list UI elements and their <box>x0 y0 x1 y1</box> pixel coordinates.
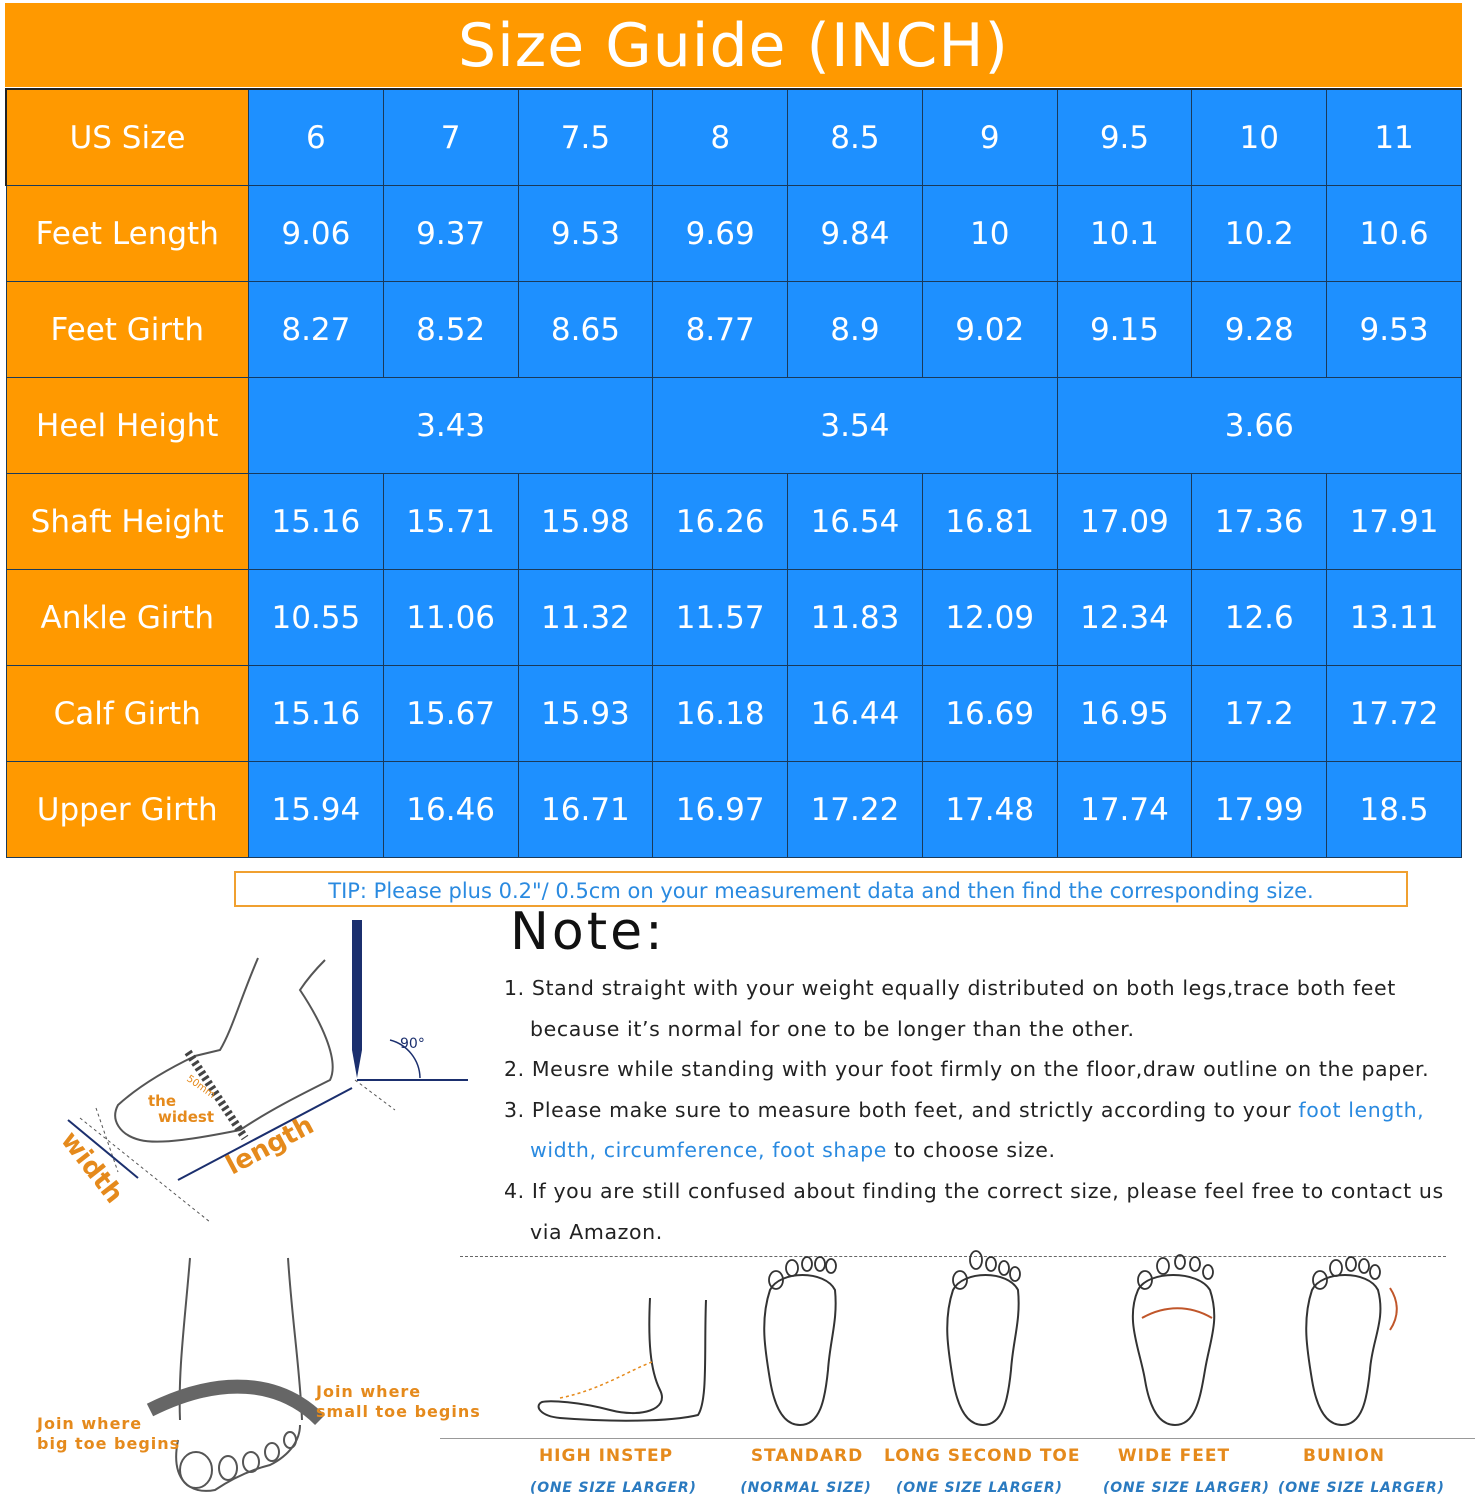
table-cell: 17.99 <box>1192 762 1327 858</box>
table-cell: 9.28 <box>1192 282 1327 378</box>
join-small-toe-label <box>316 1382 481 1422</box>
table-cell: 12.34 <box>1057 570 1192 666</box>
table-cell: 8.65 <box>518 282 653 378</box>
row-label: Calf Girth <box>6 666 249 762</box>
foot-measure-illustration <box>0 0 480 1500</box>
bunion-arrow <box>1390 1288 1397 1330</box>
table-cell: 13.11 <box>1327 570 1462 666</box>
table-cell: 11.83 <box>788 570 923 666</box>
standard-toes <box>769 1257 836 1289</box>
foot-types-illustration <box>520 1250 1420 1440</box>
table-cell: 17.09 <box>1057 474 1192 570</box>
note-line: 2. Meusre while standing with your foot firmly on the floor,draw outline on the paper. <box>504 1057 1430 1082</box>
table-cell: 9.69 <box>653 186 788 282</box>
table-cell: 16.71 <box>518 762 653 858</box>
mm-label: 50mm <box>184 1073 217 1101</box>
table-cell: 9.15 <box>1057 282 1192 378</box>
standard-foot-icon <box>764 1275 835 1425</box>
note-line: 1. Stand straight with your weight equally distributed on both legs,trace both feet <box>504 976 1396 1000</box>
table-cell: 8 <box>653 89 788 186</box>
table-cell: 10 <box>1192 89 1327 186</box>
foot-type-sub-standard: (NORMAL SIZE) <box>740 1480 872 1496</box>
table-cell: 16.97 <box>653 762 788 858</box>
foot-type-sub-wide-feet: (ONE SIZE LARGER) <box>1103 1480 1270 1496</box>
note-list <box>504 968 1444 1252</box>
table-cell: 16.18 <box>653 666 788 762</box>
tip-box: TIP: Please plus 0.2"/ 0.5cm on your measurement data and then find the corresponding size. <box>234 871 1408 907</box>
table-cell: 9.37 <box>383 186 518 282</box>
table-cell: 8.9 <box>788 282 923 378</box>
note-text: 3. Please make sure to measure both feet, and strictly according to your <box>504 1097 1299 1122</box>
row-label: Feet Girth <box>6 282 249 378</box>
table-cell: 17.74 <box>1057 762 1192 858</box>
row-label: Ankle Girth <box>6 570 249 666</box>
table-cell: 17.36 <box>1192 474 1327 570</box>
table-cell: 16.26 <box>653 474 788 570</box>
table-cell: 9 <box>922 89 1057 186</box>
table-cell: 9.5 <box>1057 89 1192 186</box>
big-toe <box>180 1452 212 1488</box>
table-cell: 10.55 <box>249 570 384 666</box>
table-cell: 17.48 <box>922 762 1057 858</box>
widest-label: widest <box>158 1108 215 1126</box>
toe <box>219 1456 237 1480</box>
join-big-toe-label <box>37 1414 180 1454</box>
table-cell: 8.5 <box>788 89 923 186</box>
table-cell: 9.53 <box>1327 282 1462 378</box>
table-cell: 8.27 <box>249 282 384 378</box>
foot-type-sub-long-second-toe: (ONE SIZE LARGER) <box>896 1480 1063 1496</box>
angle-label: 90° <box>400 1036 425 1052</box>
table-cell: 15.16 <box>249 474 384 570</box>
join-big-line2: big toe begins <box>37 1434 181 1453</box>
row-label: Upper Girth <box>6 762 249 858</box>
bunion-foot-icon <box>1306 1275 1380 1425</box>
foot-type-sub-high-instep: (ONE SIZE LARGER) <box>530 1480 697 1496</box>
table-cell: 15.71 <box>383 474 518 570</box>
note-title: Note: <box>510 902 666 962</box>
long-second-toe-foot-icon <box>947 1275 1018 1425</box>
pen-body <box>352 920 362 1050</box>
table-cell: 16.69 <box>922 666 1057 762</box>
foot-type-sub-bunion: (ONE SIZE LARGER) <box>1278 1480 1445 1496</box>
table-cell: 7.5 <box>518 89 653 186</box>
foot-type-label-high-instep: HIGH INSTEP <box>538 1446 674 1466</box>
table-cell: 18.5 <box>1327 762 1462 858</box>
wide-foot-icon <box>1133 1275 1214 1425</box>
note-line: 4. If you are still confused about finding the correct size, please feel free to contact us <box>504 1178 1444 1203</box>
table-cell: 9.53 <box>518 186 653 282</box>
table-cell: 15.16 <box>249 666 384 762</box>
bunion-toes <box>1313 1257 1380 1289</box>
high-instep-foot-icon <box>539 1298 706 1421</box>
table-cell: 15.98 <box>518 474 653 570</box>
toe <box>243 1452 259 1472</box>
row-label: US Size <box>6 89 249 186</box>
note-line <box>504 1090 1434 1131</box>
table-cell: 9.02 <box>922 282 1057 378</box>
row-label: Feet Length <box>6 186 249 282</box>
foot-type-label-standard: STANDARD <box>750 1446 864 1466</box>
note-highlight: width, circumference, foot shape <box>530 1138 887 1163</box>
instep-arc <box>560 1362 652 1398</box>
join-big-line1: Join where <box>37 1414 143 1433</box>
table-cell: 16.46 <box>383 762 518 858</box>
table-cell: 9.06 <box>249 186 384 282</box>
foot-type-label-bunion: BUNION <box>1303 1446 1385 1466</box>
table-cell: 8.52 <box>383 282 518 378</box>
note-text: to choose size. <box>886 1138 1056 1163</box>
table-cell: 17.22 <box>788 762 923 858</box>
table-cell: 10.1 <box>1057 186 1192 282</box>
row-label: Heel Height <box>6 378 249 474</box>
table-cell: 16.44 <box>788 666 923 762</box>
table-cell: 16.95 <box>1057 666 1192 762</box>
foot-type-label-long-second-toe: LONG SECOND TOE <box>884 1446 1081 1466</box>
table-cell: 12.6 <box>1192 570 1327 666</box>
table-cell: 17.72 <box>1327 666 1462 762</box>
length-label: length <box>221 1110 319 1182</box>
table-cell: 15.67 <box>383 666 518 762</box>
width-label: width <box>54 1125 129 1210</box>
note-line <box>504 1130 1434 1171</box>
table-cell: 11.57 <box>653 570 788 666</box>
join-small-line1: Join where <box>316 1382 422 1401</box>
table-cell: 3.43 <box>249 378 653 474</box>
table-cell: 11.06 <box>383 570 518 666</box>
table-cell: 8.77 <box>653 282 788 378</box>
wide-arrow <box>1142 1308 1212 1318</box>
table-cell: 11 <box>1327 89 1462 186</box>
table-cell: 9.84 <box>788 186 923 282</box>
table-cell: 12.09 <box>922 570 1057 666</box>
table-cell: 11.32 <box>518 570 653 666</box>
table-cell: 16.81 <box>922 474 1057 570</box>
size-guide-title: Size Guide (INCH) <box>5 3 1462 87</box>
toe <box>284 1432 296 1448</box>
pen-tip <box>352 1050 362 1078</box>
table-cell: 3.54 <box>653 378 1057 474</box>
note-line: because it’s normal for one to be longer than the other. <box>530 1016 1135 1041</box>
table-cell: 16.54 <box>788 474 923 570</box>
join-small-line2: small toe begins <box>316 1402 481 1421</box>
long-second-toes <box>953 1251 1020 1289</box>
table-cell: 6 <box>249 89 384 186</box>
wide-toes <box>1138 1255 1213 1289</box>
table-cell: 17.2 <box>1192 666 1327 762</box>
table-cell: 7 <box>383 89 518 186</box>
table-cell: 10 <box>922 186 1057 282</box>
the-label: the <box>148 1092 177 1110</box>
table-cell: 15.94 <box>249 762 384 858</box>
table-cell: 10.2 <box>1192 186 1327 282</box>
note-line: via Amazon. <box>530 1219 663 1244</box>
table-cell: 17.91 <box>1327 474 1462 570</box>
toes-outline <box>176 1425 300 1491</box>
row-label: Shaft Height <box>6 474 249 570</box>
table-cell: 15.93 <box>518 666 653 762</box>
guide-line <box>355 1080 395 1110</box>
table-cell: 10.6 <box>1327 186 1462 282</box>
table-cell: 3.66 <box>1057 378 1461 474</box>
foot-type-label-wide-feet: WIDE FEET <box>1117 1446 1231 1466</box>
note-highlight: foot length, <box>1298 1097 1425 1122</box>
toe <box>265 1443 279 1461</box>
